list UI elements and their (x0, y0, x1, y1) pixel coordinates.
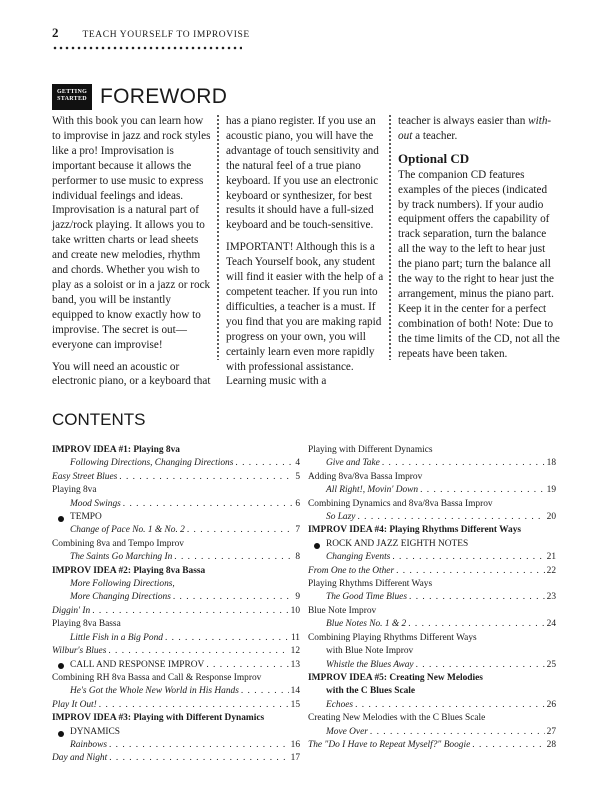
column-divider (389, 114, 391, 360)
toc-entry[interactable] (52, 752, 300, 765)
toc-entry[interactable] (308, 618, 556, 631)
toc-page-number: 24 (546, 619, 556, 630)
dot-leader (416, 659, 545, 672)
toc-page-number: 16 (290, 739, 300, 750)
toc-entry-title: Echoes (326, 699, 354, 710)
toc-page-number: 21 (546, 552, 556, 563)
toc-entry-title: The Good Time Blues (326, 592, 407, 603)
toc-bullet-text: ROCK AND JAZZ EIGHTH NOTES (326, 538, 469, 549)
dot-leader (173, 591, 293, 604)
text-run: a teacher. (412, 129, 458, 142)
dot-leader (235, 457, 293, 470)
foreword-title: FOREWORD (100, 85, 228, 108)
toc-entry[interactable] (308, 739, 556, 752)
toc-page-number: 20 (546, 512, 556, 523)
toc-entry-title: Rainbows (70, 739, 107, 750)
toc-subheading: Adding 8va/8va Bassa Improv (308, 471, 423, 482)
toc-entry[interactable] (308, 565, 556, 578)
foreword-paragraph (398, 114, 560, 144)
foreword-heading (52, 84, 227, 110)
toc-page-number: 19 (546, 485, 556, 496)
foreword-paragraph: You will need an acoustic or electronic piano, or a keyboard that (52, 360, 211, 388)
dot-leader (206, 659, 288, 672)
toc-bullet-topic (52, 511, 300, 524)
foreword-column-2 (226, 114, 386, 396)
toc-entry-title: The "Do I Have to Repeat Myself?" Boogie (308, 739, 471, 750)
toc-page-number: 25 (546, 659, 556, 670)
contents-right-column (308, 444, 556, 752)
toc-bullet-topic (308, 538, 556, 551)
toc-page-number: 5 (295, 471, 300, 482)
toc-entry-title: From One to the Other (308, 565, 395, 576)
dot-leader (119, 471, 293, 484)
toc-entry[interactable] (308, 551, 556, 564)
toc-page-number: 18 (546, 458, 556, 469)
toc-page-number: 13 (290, 659, 300, 670)
toc-entry-title: CALL AND RESPONSE IMPROV (70, 659, 204, 672)
toc-subheading: Playing with Different Dynamics (308, 445, 433, 455)
toc-entry-title: Following Directions, Changing Directions (70, 458, 234, 469)
toc-page-number: 17 (290, 753, 300, 764)
dot-leader (165, 632, 289, 645)
toc-entry[interactable] (52, 498, 300, 511)
toc-entry-title: Whistle the Blues Away (326, 659, 414, 670)
toc-entry-title: Give and Take (326, 458, 380, 469)
running-header (52, 24, 252, 50)
toc-subheading: More Following Directions, (70, 579, 175, 590)
toc-subheading: Combining 8va and Tempo Improv (52, 538, 184, 549)
toc-subheading: Combining Dynamics and 8va/8va Bassa Improv (308, 498, 493, 509)
dot-leader (123, 498, 294, 511)
toc-page-number: 7 (295, 525, 300, 536)
toc-entry-title: All Right!, Movin' Down (326, 485, 419, 496)
toc-subheading: Combining Playing Rhythms Different Ways (308, 632, 477, 643)
toc-section-heading: IMPROV IDEA #5: Creating New Melodies (308, 672, 483, 683)
toc-entry-title: More Changing Directions (70, 592, 171, 603)
toc-subheading: Creating New Melodies with the C Blues Scale (308, 713, 486, 724)
toc-entry-title: Change of Pace No. 1 & No. 2 (70, 525, 185, 536)
toc-entry[interactable] (52, 699, 300, 712)
toc-page-number: 28 (546, 739, 556, 750)
toc-page-number: 23 (546, 592, 556, 603)
dot-leader (409, 591, 545, 604)
foreword-paragraph: The companion CD features examples of the pieces (indicated by track numbers). If your audio equipment offers the capability of track separation, turn the balance all the way to the left to hear just the piano part; turn the balance all the way to the right to hear just the arrangement, minus the piano part. Keep it in the center for a perfect combination of both! Note: Due to the time limits of the CD, not all the repeats have been taken. (398, 168, 560, 360)
toc-page-number: 12 (290, 646, 300, 657)
toc-entry-title: The Saints Go Marching In (70, 552, 173, 563)
toc-entry[interactable] (52, 605, 300, 618)
toc-section-heading: IMPROV IDEA #4: Playing Rhythms Different Ways (308, 525, 522, 536)
toc-section-heading: with the C Blues Scale (326, 686, 416, 697)
toc-subheading: Playing Rhythms Different Ways (308, 579, 433, 590)
dot-leader (408, 618, 544, 631)
column-divider (217, 114, 219, 360)
toc-subheading: with Blue Note Improv (326, 646, 414, 657)
dot-leader (472, 739, 544, 752)
contents-title: CONTENTS (52, 410, 146, 429)
toc-entry[interactable] (52, 457, 300, 470)
toc-entry[interactable] (308, 457, 556, 470)
toc-subheading: Combining RH 8va Bassa and Call & Response Improv (52, 672, 262, 683)
dot-leader (241, 685, 289, 698)
dot-leader (357, 511, 544, 524)
dot-leader (92, 605, 288, 618)
toc-entry[interactable] (52, 659, 300, 672)
text-run: teacher is always easier than (398, 115, 529, 127)
toc-entry-title: He's Got the Whole New World in His Hands (70, 686, 239, 697)
toc-entry[interactable] (52, 632, 300, 645)
dot-leader (99, 699, 289, 712)
toc-page-number: 11 (290, 632, 300, 643)
toc-entry[interactable] (52, 685, 300, 698)
toc-entry[interactable] (308, 511, 556, 524)
dot-leader (370, 726, 545, 739)
dot-leader (396, 565, 545, 578)
page-number: 2 (52, 25, 59, 40)
toc-entry[interactable] (52, 591, 300, 604)
toc-entry[interactable] (52, 524, 300, 537)
toc-entry[interactable] (308, 591, 556, 604)
toc-entry-title: So Lazy (326, 512, 356, 523)
toc-section-heading: IMPROV IDEA #1: Playing 8va (52, 445, 180, 455)
toc-subheading: Playing 8va Bassa (52, 619, 121, 630)
toc-entry[interactable] (308, 726, 556, 739)
toc-entry-title: Easy Street Blues (52, 471, 118, 482)
toc-entry[interactable] (52, 645, 300, 658)
toc-section-heading: IMPROV IDEA #2: Playing 8va Bassa (52, 565, 206, 576)
toc-page-number: 9 (295, 592, 300, 603)
text-run: with-out (398, 115, 552, 142)
toc-entry-title: Move Over (326, 726, 368, 737)
foreword-column-3 (398, 114, 560, 369)
foreword-paragraph: has a piano register. If you use an acoustic piano, you will have the advantage of touch sensitivity and the natural feel of a true piano keyboard. If you use an electronic keyboard or synthesizer, for best results it should have a full-sized keyboard and be touch-sensitive. (226, 115, 379, 232)
dot-leader (392, 551, 544, 564)
toc-subheading: Playing 8va (52, 485, 97, 496)
dot-leader (109, 752, 288, 765)
foreword-column-1 (52, 114, 212, 396)
toc-section-heading: IMPROV IDEA #3: Playing with Different Dynamics (52, 713, 265, 724)
toc-entry-title: Changing Events (326, 552, 391, 563)
dot-leader (355, 699, 545, 712)
toc-entry-title: Mood Swings (70, 498, 121, 509)
getting-started-badge: GETTING STARTED (52, 84, 92, 110)
toc-entry[interactable] (308, 659, 556, 672)
optional-cd-heading: Optional CD (398, 150, 470, 166)
toc-page-number: 26 (546, 699, 556, 710)
dot-leader (108, 645, 288, 658)
toc-subheading: Blue Note Improv (308, 605, 377, 616)
toc-page-number: 14 (290, 686, 300, 697)
toc-bullet-text: DYNAMICS (70, 726, 121, 737)
dot-leader (382, 457, 545, 470)
toc-entry[interactable] (52, 471, 300, 484)
toc-entry-title: Play It Out! (52, 699, 97, 710)
contents-left-column (52, 444, 300, 766)
foreword-body (52, 114, 562, 388)
header-dotted-rule (52, 46, 242, 50)
toc-page-number: 6 (295, 498, 300, 509)
toc-entry[interactable] (308, 484, 556, 497)
foreword-paragraph: With this book you can learn how to improvise in jazz and rock styles like a pro! Improvisation is important because it allows the performer to use music to express individual feelings and ideas. Improvisation is a natural part of jazz/rock playing. It allows you to take written charts or lead sheets and create new melodies, rhythm and chords. Whether you wish to play as a soloist or in a jazz or rock band, you will be instantly equipped to know exactly how to improvise. The secret is out—everyone can improvise! (52, 115, 211, 351)
toc-entry-title: Diggin' In (52, 605, 91, 616)
toc-bullet-topic (52, 726, 300, 739)
toc-entry[interactable] (52, 551, 300, 564)
dot-leader (420, 484, 545, 497)
toc-entry-title: Blue Notes No. 1 & 2 (326, 619, 407, 630)
dot-leader (187, 524, 293, 537)
toc-page-number: 4 (295, 458, 300, 469)
dot-leader (174, 551, 293, 564)
toc-page-number: 8 (295, 552, 300, 563)
running-title: TEACH YOURSELF TO IMPROVISE (82, 30, 250, 40)
dot-leader (109, 739, 289, 752)
toc-page-number: 15 (290, 699, 300, 710)
toc-page-number: 27 (546, 726, 556, 737)
toc-bullet-text: TEMPO (70, 512, 102, 523)
toc-entry-title: Little Fish in a Big Pond (70, 632, 163, 643)
toc-entry-title: Wilbur's Blues (52, 646, 107, 657)
toc-entry[interactable] (308, 699, 556, 712)
toc-page-number: 10 (290, 605, 300, 616)
foreword-paragraph: IMPORTANT! Although this is a Teach Yourself book, any student will find it easier with the help of a competent teacher. If you run into difficulties, a teacher is a must. If you find that you are making rapid progress on your own, you will certainly learn even more rapidly with professional assistance. Learning music with a (226, 241, 384, 388)
toc-page-number: 22 (546, 565, 556, 576)
toc-entry-title: Day and Night (52, 753, 108, 764)
toc-entry[interactable] (52, 739, 300, 752)
